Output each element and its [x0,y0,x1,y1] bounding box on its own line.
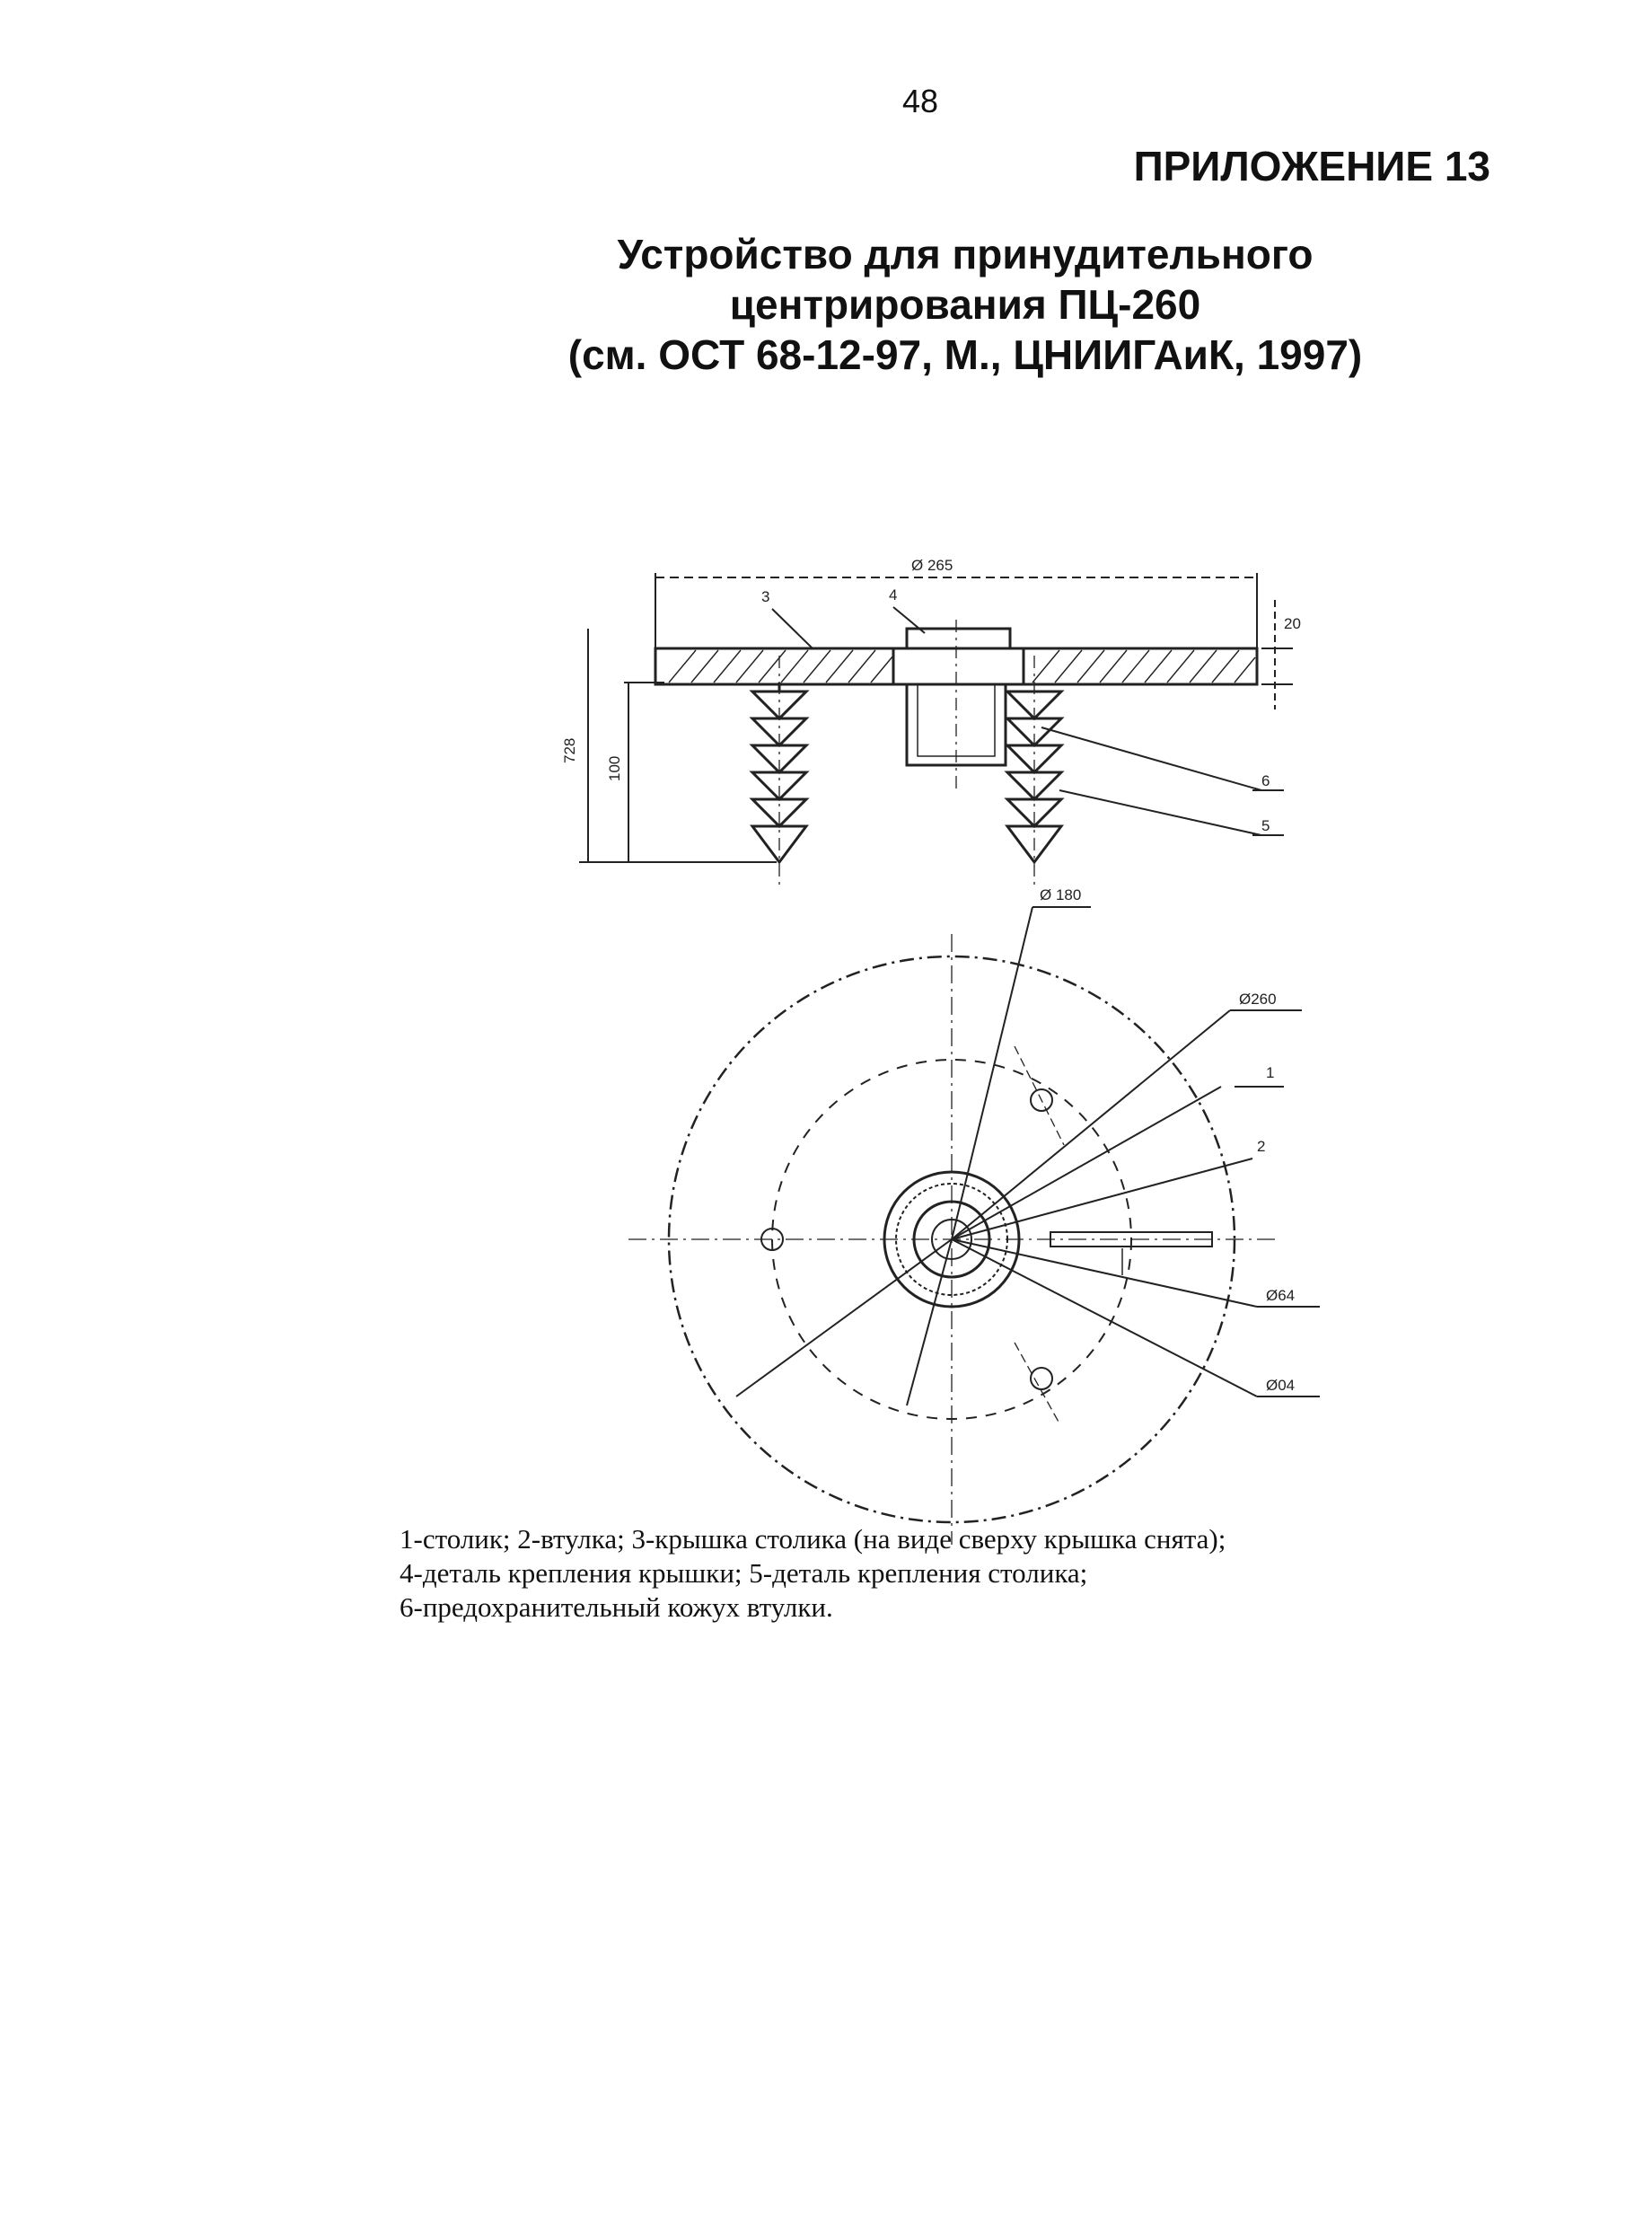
title-line-1: Устройство для принудительного [617,231,1314,278]
dim-diameter-64: Ø64 [1266,1287,1296,1304]
callout-4: 4 [889,586,898,604]
top-view [628,907,1320,1545]
side-view [579,573,1293,889]
caption-line-2: 4-деталь крепления крышки; 5-деталь крепления столика; [400,1557,1088,1589]
figure-caption [400,1522,1531,1625]
callout-2: 2 [1257,1138,1266,1155]
dim-diameter-04: Ø04 [1266,1377,1296,1394]
dim-post-100: 100 [606,755,623,781]
page-number: 48 [901,83,939,119]
caption-line-3: 6-предохранительный кожух втулки. [400,1591,833,1623]
callout-3: 3 [761,588,770,605]
left-anchor [752,656,806,889]
dim-diameter-180: Ø 180 [1040,886,1082,903]
dim-height-20: 20 [1284,615,1301,632]
title-line-3: (см. ОСТ 68-12-97, М., ЦНИИГАиК, 1997) [567,331,1363,378]
callout-6: 6 [1261,772,1270,789]
dim-diameter-260: Ø260 [1239,991,1277,1008]
callout-1: 1 [1266,1064,1275,1081]
dim-diameter-265: Ø 265 [911,557,953,574]
title-line-2: центрирования ПЦ-260 [729,281,1201,328]
callout-5: 5 [1261,817,1270,834]
appendix-heading: ПРИЛОЖЕНИЕ 13 [1133,143,1490,189]
caption-line-1: 1-столик; 2-втулка; 3-крышка столика (на виде сверху крышка снята); [400,1523,1226,1555]
right-anchor [1007,656,1061,889]
dim-total-728: 728 [561,737,578,763]
